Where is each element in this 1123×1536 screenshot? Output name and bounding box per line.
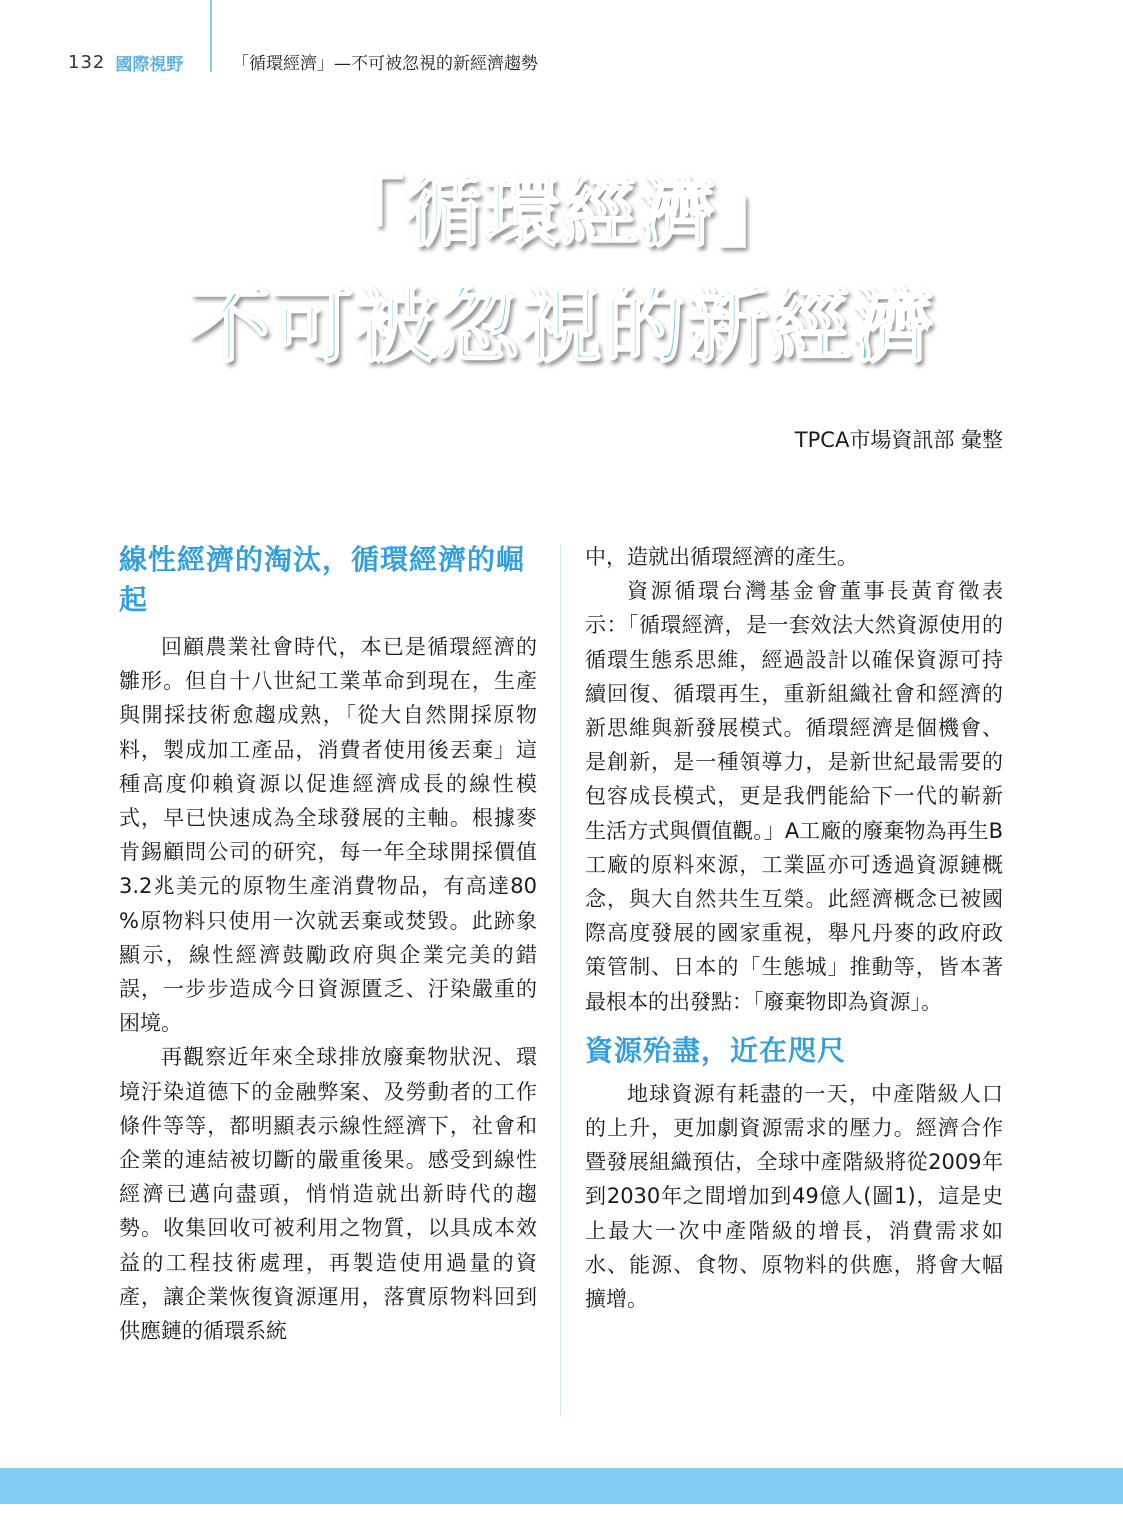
paragraph: 再觀察近年來全球排放廢棄物狀況、環境汙染道德下的金融弊案、及勞動者的工作條件等等，都明顯表示線性經濟下，社會和企業的連結被切斷的嚴重後果。感受到線性經濟已邁向盡頭，悄悄造就出新時代的趨勢。收集回收可被利用之物質，以具成本效益的工程技術處理，再製造使用過量的資產，讓企業恢復資源運用，落實原物料回到供應鏈的循環系統 [119,1045,537,1344]
title-line-2: 不可被忽視的新經濟 [187,278,935,374]
page-header [68,48,183,76]
running-title: 「循環經濟」—不可被忽視的新經濟趨勢 [232,54,538,74]
left-column [119,540,537,1348]
section-heading-2: 資源殆盡，近在咫尺 [585,1033,847,1067]
section-heading-1: 線性經濟的淘汰，循環經濟的崛起 [119,543,526,616]
header-divider [210,0,212,72]
title-line-1: 「循環經濟」 [327,168,796,257]
paragraph: 資源循環台灣基金會董事長黃育徵表示：「循環經濟，是一套效法大然資源使用的循環生態系思維，經過設計以確保資源可持續回復、循環再生，重新組織社會和經濟的新思維與新發展模式。循環經濟是個機會、是創新，是一種領導力，是新世紀最需要的包容成長模式，更是我們能給下一代的嶄新生活方式與價值觀。」A工廠的廢棄物為再生B工廠的原料來源，工業區亦可透過資源鏈概念，與大自然共生互榮。此經濟概念已被國際高度發展的國家重視，舉凡丹麥的政府政策管制、日本的「生態城」推動等，皆本著最根本的出發點：「廢棄物即為資源」。 [585,579,1003,1014]
paragraph: 回顧農業社會時代，本已是循環經濟的雛形。但自十八世紀工業革命到現在，生產與開採技術愈趨成熟，「從大自然開採原物料，製成加工產品，消費者使用後丟棄」這種高度仰賴資源以促進經濟成長的線性模式，早已快速成為全球發展的主軸。根據麥肯錫顧問公司的研究，每一年全球開採價值3.2兆美元的原物生產消費物品，有高達80 %原物料只使用一次就丟棄或焚毀。此跡象顯示，線性經濟鼓勵政府與企業完美的錯誤，一步步造成今日資源匱乏、汙染嚴重的困境。 [119,635,537,1036]
column-divider [560,545,561,1415]
article-title [0,158,1123,384]
byline: TPCA市場資訊部 彙整 [794,428,1003,452]
right-column [585,540,1003,1316]
footer-band [0,1468,1123,1504]
paragraph-continuation: 中，造就出循環經濟的產生。 [585,545,858,569]
page-number: 132 [68,51,106,73]
paragraph: 地球資源有耗盡的一天，中產階級人口的上升，更加劇資源需求的壓力。經濟合作暨發展組織預估，全球中產階級將從2009年到2030年之間增加到49億人(圖1)，這是史上最大一次中產階級的增長，消費需求如水、能源、食物、原物料的供應，將會大幅擴增。 [585,1081,1003,1312]
section-label: 國際視野 [115,54,184,75]
